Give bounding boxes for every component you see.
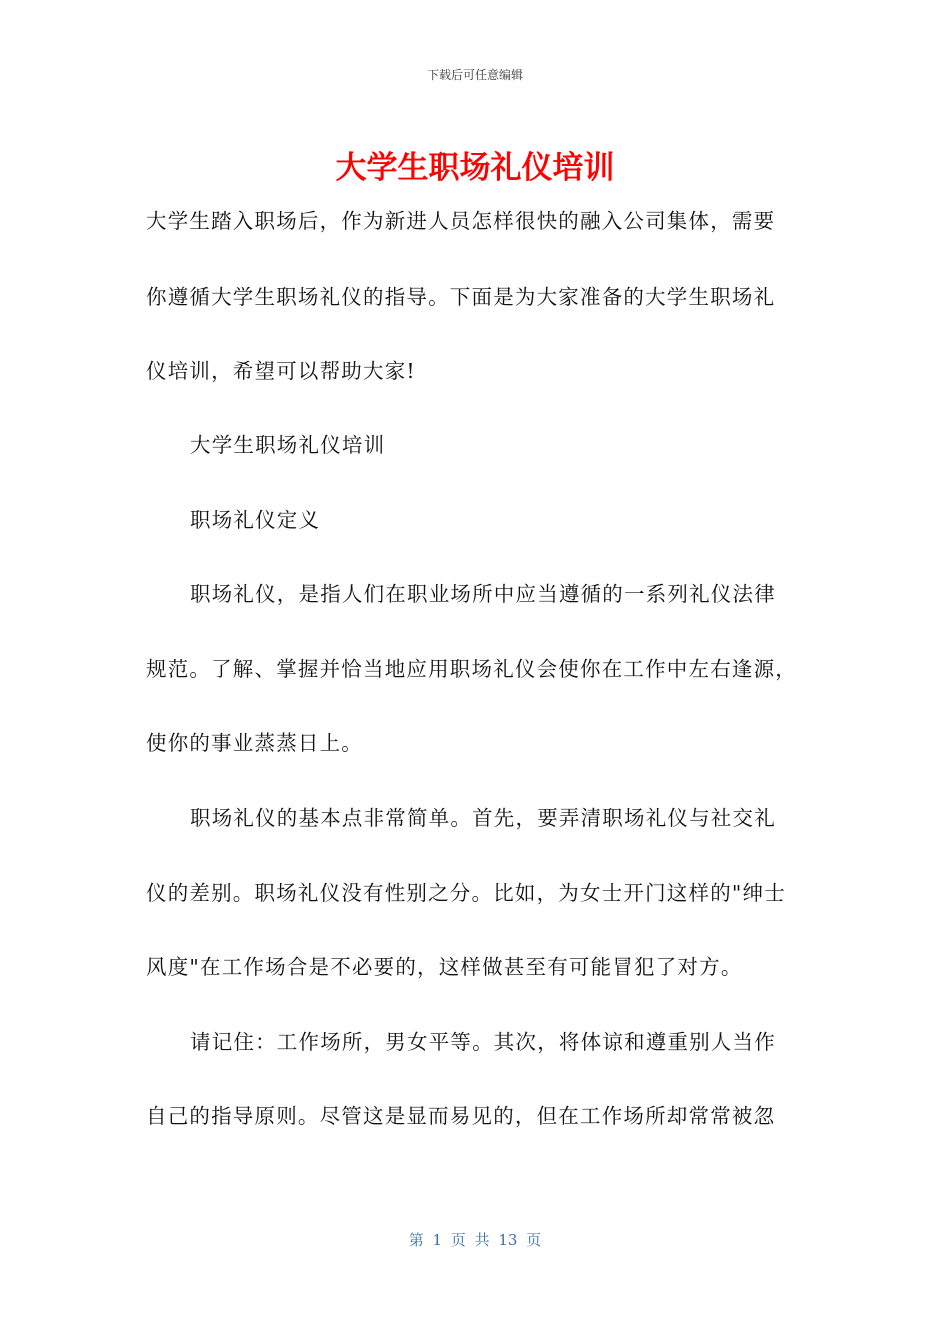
body-line: 自己的指导原则。尽管这是显而易见的，但在工作场所却常常被忽 [146,1104,776,1128]
body-line: 你遵循大学生职场礼仪的指导。下面是为大家准备的大学生职场礼 [146,285,776,309]
document-title: 大学生职场礼仪培训 [335,150,615,186]
body-line: 大学生踏入职场后，作为新进人员怎样很快的融入公司集体，需要 [146,209,776,233]
body-line: 使你的事业蒸蒸日上。 [146,731,363,755]
section-heading: 大学生职场礼仪培训 [190,433,386,457]
body-line: 规范。了解、掌握并恰当地应用职场礼仪会使你在工作中左右逢源， [146,657,797,681]
body-line: 仪培训，希望可以帮助大家! [146,359,416,383]
page-number: 第 1 页 共 13 页 [408,1231,542,1249]
subsection-heading: 职场礼仪定义 [190,508,321,532]
body-line: 仪的差别。职场礼仪没有性别之分。比如，为女士开门这样的"绅士 [146,881,786,905]
page-header-note: 下载后可任意编辑 [426,68,523,82]
body-line: 请记住：工作场所，男女平等。其次，将体谅和遵重别人当作 [190,1030,776,1054]
body-line: 风度"在工作场合是不必要的，这样做甚至有可能冒犯了对方。 [146,955,743,979]
body-line: 职场礼仪，是指人们在职业场所中应当遵循的一系列礼仪法律 [190,582,776,606]
body-line: 职场礼仪的基本点非常简单。首先，要弄清职场礼仪与社交礼 [190,806,776,830]
